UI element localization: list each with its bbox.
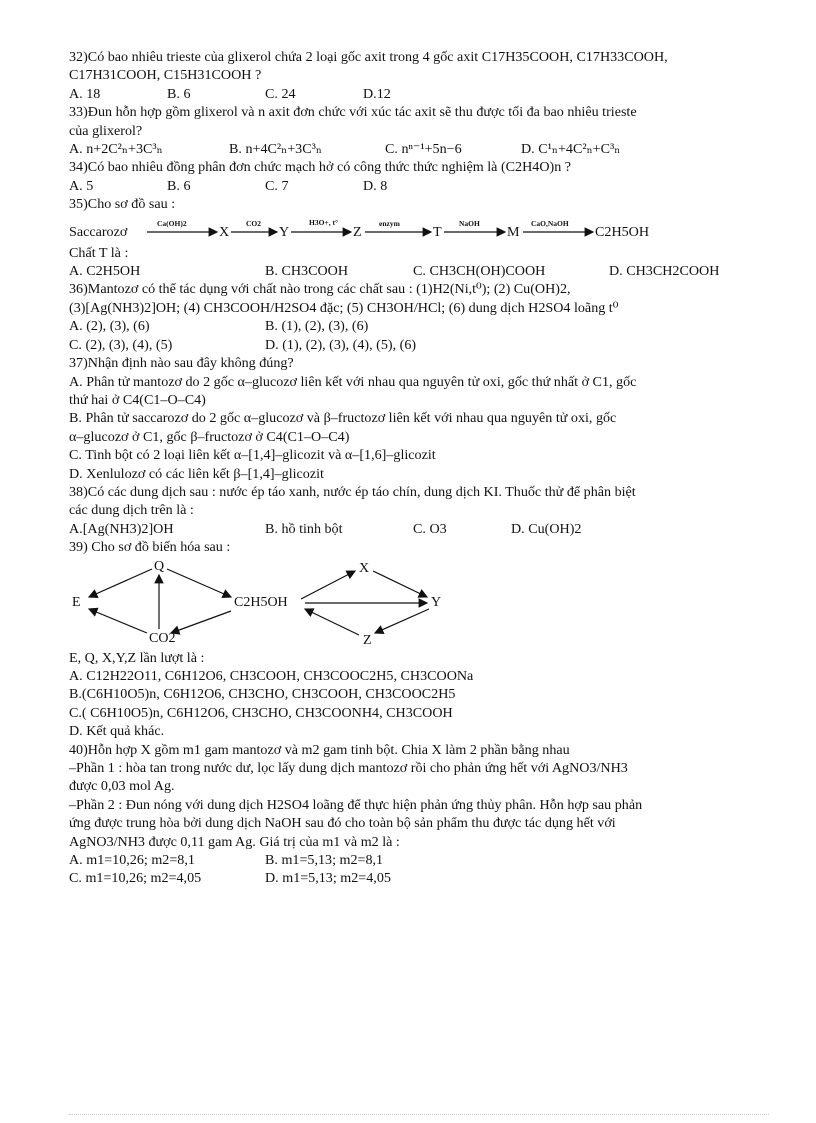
q40-option-b[interactable]: B. m1=5,13; m2=8,1 — [265, 852, 384, 869]
q32-option-b[interactable]: B. 6 — [167, 85, 191, 102]
q40-line3: được 0,03 mol Ag. — [69, 778, 175, 795]
q36-stem-line1: 36)Mantozơ có thể tác dụng với chất nào trong các chất sau : (1)H2(Ni,t⁰); (2) Cu(OH)2, — [69, 281, 571, 298]
q34-option-d[interactable]: D. 8 — [363, 177, 388, 194]
q39-option-c[interactable]: C.( C6H10O5)n, C6H12O6, CH3CHO, CH3COONH4, CH3COOH — [69, 704, 453, 721]
q32-option-c[interactable]: C. 24 — [265, 85, 296, 102]
q35-node-x: X — [219, 223, 230, 240]
q39-node-z: Z — [363, 632, 372, 645]
q34-option-b[interactable]: B. 6 — [167, 177, 191, 194]
q39-node-co2: CO2 — [149, 630, 176, 645]
q39-arrow-q-to-c2h5oh — [167, 569, 231, 597]
q32-option-a[interactable]: A. 18 — [69, 85, 101, 102]
q33-option-c[interactable]: C. nⁿ⁻¹+5n−6 — [385, 141, 462, 158]
q35-node-m: M — [507, 223, 520, 240]
q32-stem-line1: 32)Có bao nhiêu trieste của glixerol chứa 2 loại gốc axit trong 4 gốc axit C17H35COOH, C17H33COOH, — [69, 49, 668, 65]
q37-option-d[interactable]: D. Xenlulozơ có các liên kết β–[1,4]–glicozit — [69, 465, 324, 482]
q39-option-d[interactable]: D. Kết quả khác. — [69, 723, 165, 740]
q32-options — [69, 85, 769, 103]
q39-arrow-q-to-e — [89, 569, 152, 597]
q38-stem-line1: 38)Có các dung dịch sau : nước ép táo xanh, nước ép táo chín, dung dịch KI. Thuốc thử để phân biệt — [69, 483, 636, 500]
q39-diagram-svg — [69, 559, 489, 645]
q40-line2: –Phần 1 : hòa tan trong nước dư, lọc lấy dung dịch mantozơ rồi cho phản ứng hết với AgNO3/NH3 — [69, 760, 628, 776]
q37-option-c[interactable]: C. Tinh bột có 2 loại liên kết α–[1,4]–glicozit và α–[1,6]–glicozit — [69, 447, 436, 464]
q35-arrow-label-6: CaO,NaOH — [531, 218, 569, 228]
q39-arrow-c2h5oh-to-co2 — [171, 611, 231, 633]
q35-option-a[interactable]: A. C2H5OH — [69, 263, 141, 280]
q39-arrow-y-to-z — [375, 609, 429, 633]
q39-node-c2h5oh: C2H5OH — [234, 594, 288, 610]
q36-options-row1 — [69, 317, 769, 335]
q40-options-row2 — [69, 869, 769, 887]
q35-option-c[interactable]: C. CH3CH(OH)COOH — [413, 263, 546, 280]
q32-stem-line2: C17H31COOH, C15H31COOH ? — [69, 67, 262, 84]
q40-option-d[interactable]: D. m1=5,13; m2=4,05 — [265, 870, 391, 887]
q35-node-z: Z — [353, 223, 362, 240]
q39-arrow-x-to-y — [373, 571, 427, 597]
q38-option-b[interactable]: B. hồ tinh bột — [265, 520, 343, 537]
q40-line5: ứng được trung hòa bởi dung dịch NaOH sau đó cho toàn bộ sản phẩm thu được tác dụng hết với — [69, 815, 616, 832]
q38-options — [69, 520, 769, 538]
q37-stem: 37)Nhận định nào sau đây không đúng? — [69, 355, 294, 372]
q38-option-c[interactable]: C. O3 — [413, 520, 447, 537]
q40-line6: AgNO3/NH3 được 0,11 gam Ag. Giá trị của m1 và m2 là : — [69, 833, 400, 850]
q37-option-a-line2[interactable]: thứ hai ở C4(C1–O–C4) — [69, 391, 206, 408]
q37-option-b-line1[interactable]: B. Phân tử saccarozơ do 2 gốc α–glucozơ và β–fructozơ liên kết với nhau qua nguyên tử oxi, gốc — [69, 410, 617, 427]
q40-line1: 40)Hỗn hợp X gồm m1 gam mantozơ và m2 gam tinh bột. Chia X làm 2 phần bằng nhau — [69, 741, 570, 758]
q33-option-a[interactable]: A. n+2C²ₙ+3C³ₙ — [69, 141, 163, 158]
q36-option-c[interactable]: C. (2), (3), (4), (5) — [69, 336, 173, 353]
q35-option-b[interactable]: B. CH3COOH — [265, 263, 349, 280]
question-sheet — [69, 48, 769, 888]
q39-node-q: Q — [154, 558, 165, 574]
q35-node-c2h5oh: C2H5OH — [595, 223, 650, 240]
q39-arrow-c2h5oh-to-x — [301, 571, 355, 599]
q38-option-d[interactable]: D. Cu(OH)2 — [511, 520, 582, 537]
q38-stem-line2: các dung dịch trên là : — [69, 502, 194, 519]
q40-option-c[interactable]: C. m1=10,26; m2=4,05 — [69, 870, 202, 887]
q35-scheme-svg — [69, 214, 769, 244]
q39-option-a[interactable]: A. C12H22O11, C6H12O6, CH3COOH, CH3COOC2H5, CH3COONa — [69, 667, 474, 684]
q35-arrow-label-5: NaOH — [459, 218, 480, 228]
q35-arrow-label-3: H3O+, t° — [309, 217, 338, 227]
q36-option-a[interactable]: A. (2), (3), (6) — [69, 318, 150, 335]
q35-reaction-scheme — [69, 214, 769, 244]
q39-ask: E, Q, X,Y,Z lần lượt là : — [69, 649, 205, 666]
q35-node-saccarozo: Saccarozơ — [69, 223, 128, 240]
q39-node-e: E — [72, 594, 81, 610]
q35-options — [69, 262, 769, 280]
q33-stem-line1: 33)Đun hỗn hợp gồm glixerol và n axit đơn chức với xúc tác axit sẽ thu được tối đa bao nhiêu trieste — [69, 104, 637, 121]
q39-arrow-z-to-c2h5oh — [305, 609, 359, 635]
q35-node-y: Y — [279, 223, 290, 240]
q32-option-d[interactable]: D.12 — [363, 85, 391, 102]
q34-option-a[interactable]: A. 5 — [69, 177, 94, 194]
q34-options — [69, 177, 769, 195]
q39-stem: 39) Cho sơ đồ biến hóa sau : — [69, 539, 231, 556]
q39-transformation-diagram — [69, 559, 769, 645]
q36-option-b[interactable]: B. (1), (2), (3), (6) — [265, 318, 369, 335]
q35-arrow-label-4: enzym — [379, 218, 400, 228]
q37-option-b-line2[interactable]: α–glucozơ ở C1, gốc β–fructozơ ở C4(C1–O–C4) — [69, 428, 350, 445]
q39-arrow-co2-to-e — [89, 609, 147, 633]
q35-node-t: T — [433, 223, 442, 240]
q40-option-a[interactable]: A. m1=10,26; m2=8,1 — [69, 852, 195, 869]
q40-line4: –Phần 2 : Đun nóng với dung dịch H2SO4 loãng để thực hiện phản ứng thủy phân. Hỗn hợp sau phản — [69, 796, 643, 813]
q36-stem-line2: (3)[Ag(NH3)2]OH; (4) CH3COOH/H2SO4 đặc; (5) CH3OH/HCl; (6) dung dịch H2SO4 loãng t⁰ — [69, 299, 619, 316]
page-bottom-rule — [69, 1114, 769, 1115]
q39-option-b[interactable]: B.(C6H10O5)n, C6H12O6, CH3CHO, CH3COOH, CH3COOC2H5 — [69, 686, 456, 703]
q34-stem: 34)Có bao nhiêu đồng phân đơn chức mạch hở có công thức thức nghiệm là (C2H4O)n ? — [69, 159, 572, 176]
q35-option-d[interactable]: D. CH3CH2COOH — [609, 263, 720, 280]
q35-arrow-label-1: Ca(OH)2 — [157, 218, 187, 228]
q35-stem: 35)Cho sơ đồ sau : — [69, 196, 176, 213]
q39-node-x: X — [359, 560, 370, 576]
q35-ask: Chất T là : — [69, 244, 129, 261]
q36-option-d[interactable]: D. (1), (2), (3), (4), (5), (6) — [265, 336, 417, 353]
q33-options — [69, 140, 769, 158]
q39-node-y: Y — [431, 594, 442, 610]
q34-option-c[interactable]: C. 7 — [265, 177, 289, 194]
q36-options-row2 — [69, 336, 769, 354]
q33-option-d[interactable]: D. C¹ₙ+4C²ₙ+C³ₙ — [521, 141, 621, 158]
q40-options-row1 — [69, 851, 769, 869]
q38-option-a[interactable]: A.[Ag(NH3)2]OH — [69, 520, 174, 537]
q35-arrow-label-2: CO2 — [246, 218, 261, 228]
q33-option-b[interactable]: B. n+4C²ₙ+3C³ₙ — [229, 141, 322, 158]
q37-option-a-line1[interactable]: A. Phân tử mantozơ do 2 gốc α–glucozơ liên kết với nhau qua nguyên tử oxi, gốc thứ nhất ở C1, gốc — [69, 373, 637, 390]
q33-stem-line2: của glixerol? — [69, 122, 143, 139]
